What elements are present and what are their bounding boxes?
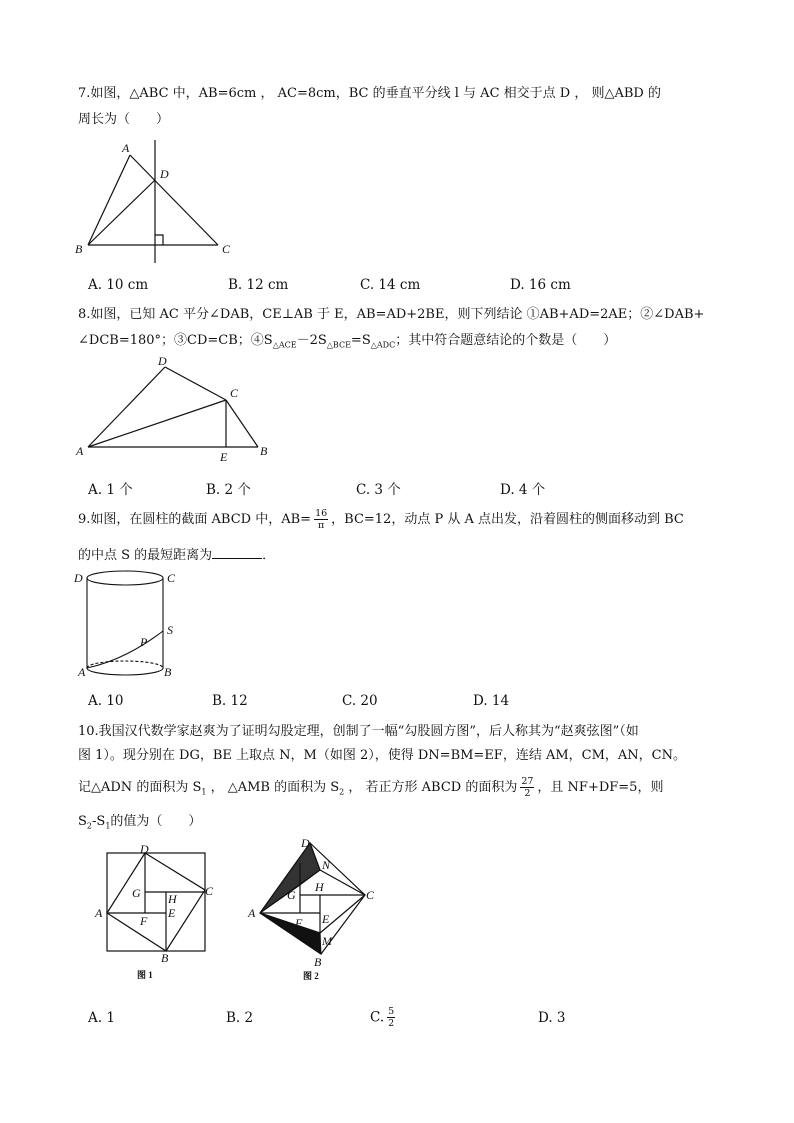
- fig2-label-b: B: [314, 955, 322, 969]
- fig1-label-g: G: [132, 886, 141, 900]
- q10-figure-1: [95, 842, 220, 985]
- q9-option-c[interactable]: C. 20: [342, 693, 378, 709]
- fig2-label-n: N: [322, 858, 331, 872]
- q10-option-c-fraction: $\frac{5}{2}$: [388, 1006, 395, 1029]
- fig1-caption: 图 1: [137, 970, 153, 980]
- q9-label-d: D: [74, 571, 83, 585]
- q8-text-line2: ∠DCB=180°；③CD=CB；$④S_{\triangle ACE}-2S_{\triangle BCE}=S_{\triangle ADC}$；其中符合题意结论的个数是（ ）: [78, 333, 617, 350]
- q8-option-c[interactable]: C. 3 个: [356, 482, 401, 498]
- q10-option-a[interactable]: A. 1: [88, 1010, 115, 1026]
- q9-fraction: $\frac{16}{\pi}$: [315, 508, 328, 531]
- fig1-label-a: A: [95, 906, 103, 920]
- q10-option-d[interactable]: D. 3: [538, 1010, 566, 1026]
- q9-label-b: B: [164, 665, 172, 679]
- q10-figure-2: [248, 835, 383, 990]
- q9-label-a: A: [78, 665, 86, 679]
- q10-option-b[interactable]: B. 2: [226, 1010, 254, 1026]
- fig2-label-c: C: [366, 888, 375, 902]
- q8-option-b[interactable]: B. 2 个: [206, 482, 251, 498]
- fig2-label-f: F: [295, 916, 303, 930]
- q10-text-line4: $S_2-S_1$的值为（ ）: [78, 814, 202, 831]
- fig1-label-f: F: [140, 914, 148, 928]
- q8-option-d[interactable]: D. 4 个: [500, 482, 546, 498]
- fig1-label-e: E: [168, 906, 176, 920]
- q7-label-a: A: [122, 141, 130, 155]
- q10-text-line1: 10.我国汉代数学家赵爽为了证明勾股定理，创制了一幅“勾股圆方图”，后人称其为“赵爽弦图”（如: [78, 724, 639, 739]
- fig2-label-h: H: [315, 880, 324, 894]
- q9-label-p: P: [140, 635, 148, 649]
- fig2-label-m: M: [322, 934, 332, 948]
- q9-option-d[interactable]: D. 14: [473, 693, 510, 709]
- q7-option-b[interactable]: B. 12 cm: [228, 277, 289, 293]
- q8-option-a[interactable]: A. 1 个: [88, 482, 133, 498]
- q9-text-line2: 的中点 S 的最短距离为 ．: [78, 548, 276, 563]
- q8-label-d: D: [158, 354, 167, 368]
- fig2-label-d: D: [301, 836, 310, 850]
- q10-text-line3: 记△ADN 的面积为 $S_1$ ， △AMB 的面积为 $S_2$ ， 若正方形 ABCD 的面积为 $\frac{27}{2}$ ，且 NF+DF=5，则: [78, 776, 664, 799]
- q7-option-d[interactable]: D. 16 cm: [510, 277, 571, 293]
- q9-text-line1: 9.如图，在圆柱的截面 ABCD 中，AB= $\frac{16}{\pi}$ ，BC=12，动点 P 从 A 点出发，沿着圆柱的侧面移动到 BC: [78, 508, 684, 531]
- q7-text-line1: 7.如图，△ABC 中，AB=6cm ， AC=8cm，BC 的垂直平分线 l 与 AC 相交于点 D ， 则△ABD 的: [78, 86, 661, 101]
- fig1-label-h: H: [168, 892, 177, 906]
- q8-label-a: A: [76, 444, 84, 458]
- q9-option-b[interactable]: B. 12: [212, 693, 248, 709]
- q7-text-line2: 周长为（ ）: [78, 112, 170, 127]
- q10-text-line2: 图 1）。现分别在 DG，BE 上取点 N，M（如图 2），使得 DN=BM=EF，连结 AM，CM，AN，CN。: [78, 748, 687, 763]
- q8-quadrilateral-figure: [70, 355, 280, 465]
- q7-option-c[interactable]: C. 14 cm: [360, 277, 421, 293]
- q7-label-b: B: [75, 242, 83, 256]
- q10-option-c[interactable]: C. $\frac{5}{2}$: [370, 1006, 395, 1029]
- q8-label-c: C: [230, 386, 239, 400]
- q7-label-c: C: [222, 242, 231, 256]
- fig1-label-c: C: [205, 884, 214, 898]
- fig2-label-g: G: [287, 888, 296, 902]
- fig2-caption: 图 2: [303, 971, 319, 981]
- fig1-label-b: B: [161, 951, 169, 965]
- q8-text-line1: 8.如图，已知 AC 平分∠DAB，CE⊥AB 于 E，AB=AD+2BE，则下列结论 ①AB+AD=2AE；②∠DAB+: [78, 307, 705, 322]
- fig2-label-e: E: [322, 912, 330, 926]
- q9-label-s: S: [167, 623, 173, 637]
- fig2-label-a: A: [248, 906, 256, 920]
- q8-label-e: E: [220, 450, 228, 464]
- q7-option-a[interactable]: A. 10 cm: [88, 277, 149, 293]
- fig1-label-d: D: [140, 842, 149, 856]
- q9-label-c: C: [167, 571, 176, 585]
- q9-option-a[interactable]: A. 10: [88, 693, 124, 709]
- q7-label-d: D: [160, 167, 169, 181]
- answer-blank[interactable]: [212, 548, 262, 559]
- q8-label-b: B: [260, 444, 268, 458]
- q10-fraction: $\frac{27}{2}$: [521, 776, 534, 799]
- q9-cylinder-figure: [70, 568, 190, 680]
- q7-triangle-figure: [70, 135, 250, 265]
